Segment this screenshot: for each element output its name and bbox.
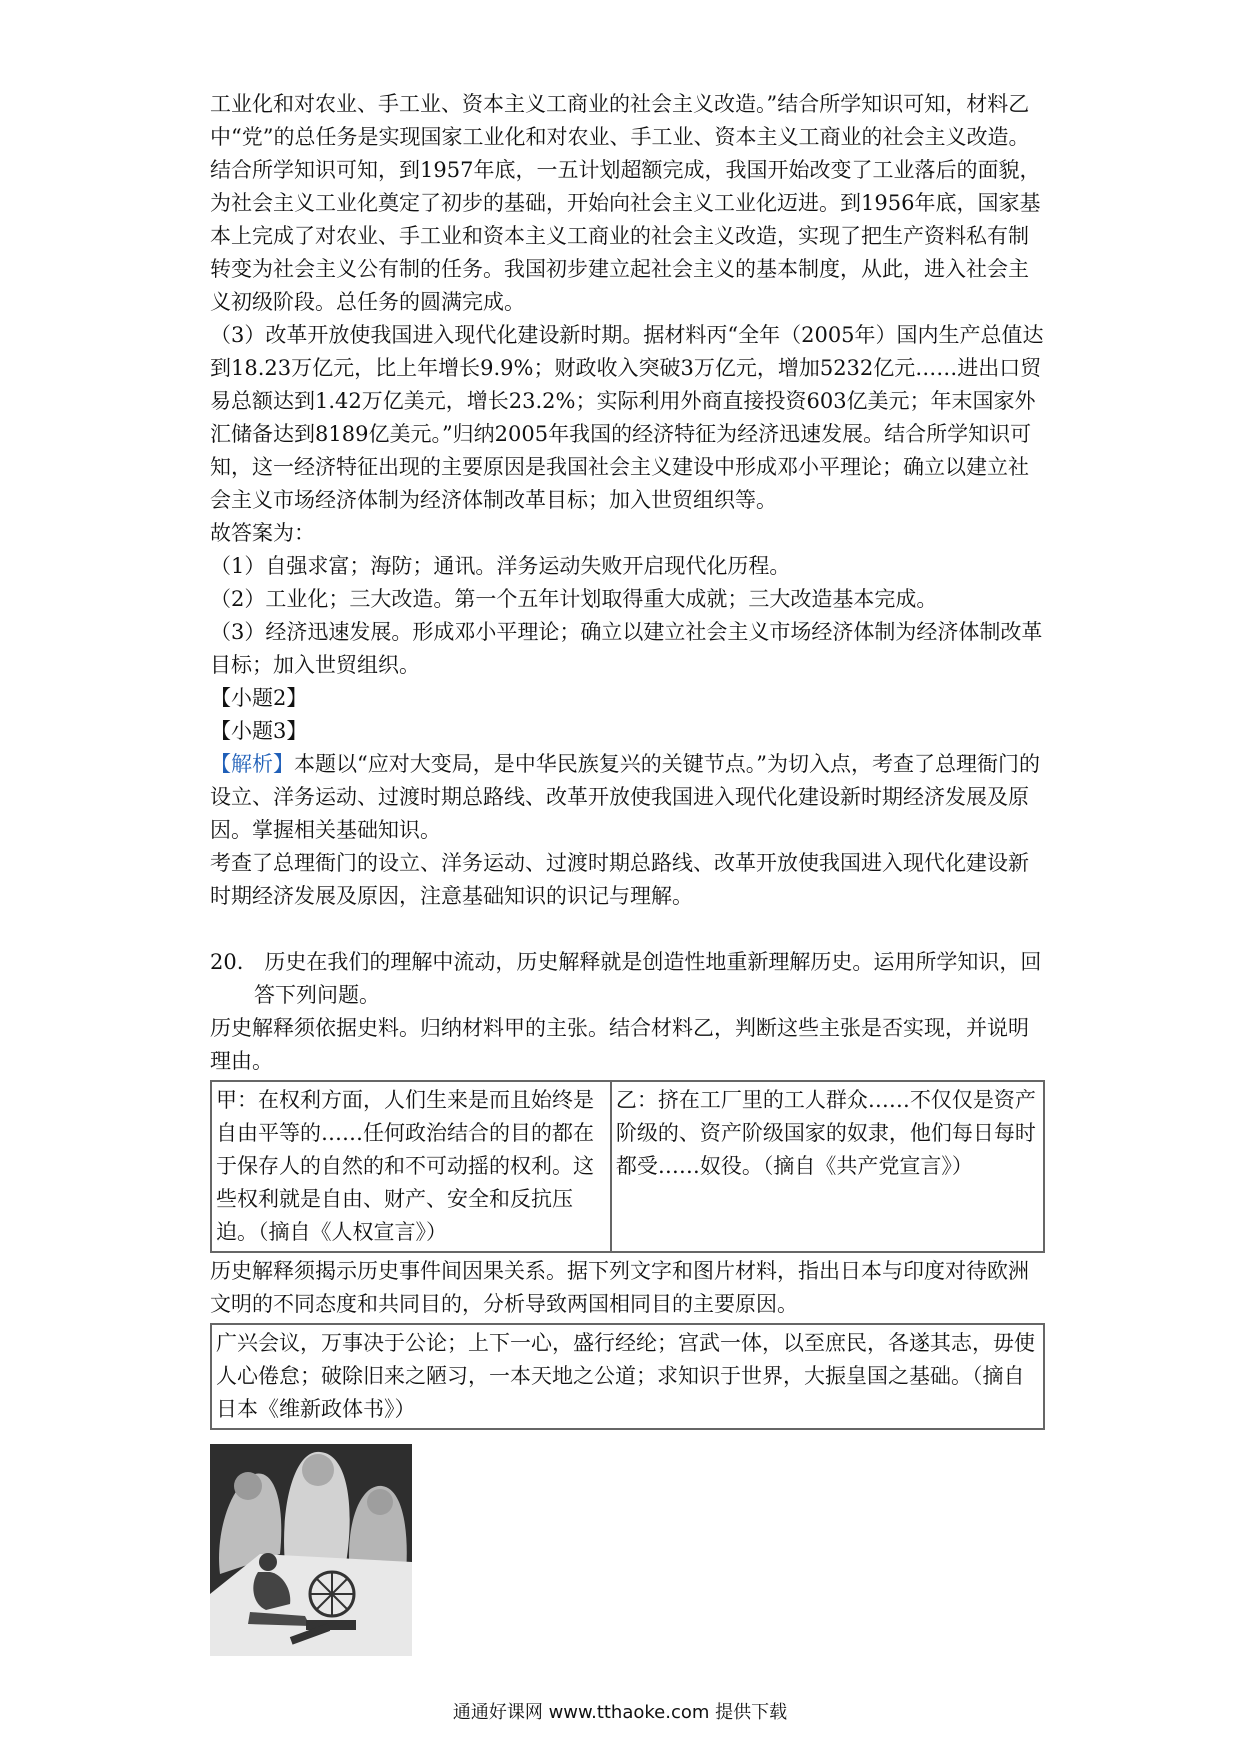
gandhi-spinning-wheel-image	[210, 1444, 412, 1656]
answer-item-1: （1）自强求富；海防；通讯。洋务运动失败开启现代化历程。	[210, 554, 791, 578]
analysis-paragraph	[210, 748, 1045, 847]
answer-item-2: （2）工业化；三大改造。第一个五年计划取得重大成就；三大改造基本完成。	[210, 587, 938, 611]
document-body	[210, 88, 1045, 1656]
question-20-stem: 20. 历史在我们的理解中流动，历史解释就是创造性地重新理解历史。运用所学知识，回答下列问题。	[210, 950, 1042, 1007]
material-yi: 乙：挤在工厂里的工人群众……不仅仅是资产阶级的、资产阶级国家的奴隶，他们每日每时都受……奴役。（摘自《共产党宣言》）	[611, 1081, 1044, 1252]
answer-item-3: （3）经济迅速发展。形成邓小平理论；确立以建立社会主义市场经济体制为经济体制改革目标；加入世贸组织。	[210, 620, 1043, 677]
analysis-text: 本题以“应对大变局，是中华民族复兴的关键节点。”为切入点，考查了总理衙门的设立、洋务运动、过渡时期总路线、改革开放使我国进入现代化建设新时期经济发展及原因。掌握相关基础知识。	[210, 752, 1040, 842]
question-20-part-1: 历史解释须依据史料。归纳材料甲的主张。结合材料乙，判断这些主张是否实现，并说明理由。	[210, 1016, 1029, 1073]
material-japan-box: 广兴会议，万事决于公论；上下一心，盛行经纶；宫武一体，以至庶民，各遂其志，毋使人心倦怠；破除旧来之陋习，一本天地之公道；求知识于世界，大振皇国之基础。（摘自日本《维新政体书》）	[210, 1323, 1045, 1430]
question-20-part-2: 历史解释须揭示历史事件间因果关系。据下列文字和图片材料，指出日本与印度对待欧洲文明的不同态度和共同目的，分析导致两国相同目的主要原因。	[210, 1259, 1029, 1316]
answer-paragraph-2: （3）改革开放使我国进入现代化建设新时期。据材料丙“全年（2005年）国内生产总值达到18.23万亿元，比上年增长9.9%；财政收入突破3万亿元，增加5232亿元……进出口贸易总额达到1.42万亿美元，增长23.2%；实际利用外商直接投资603亿美元；年末国家外汇储备达到8189亿美元。”归纳2005年我国的经济特征为经济迅速发展。结合所学知识可知，这一经济特征出现的主要原因是我国社会主义建设中形成邓小平理论；确立以建立社会主义市场经济体制为经济体制改革目标；加入世贸组织等。	[210, 323, 1044, 512]
section-gap	[210, 913, 1045, 946]
illustration-svg	[210, 1444, 412, 1656]
answer-heading: 故答案为：	[210, 521, 315, 545]
answer-paragraph-1: 工业化和对农业、手工业、资本主义工商业的社会主义改造。”结合所学知识可知，材料乙中“党”的总任务是实现国家工业化和对农业、手工业、资本主义工商业的社会主义改造。结合所学知识可知，到1957年底，一五计划超额完成，我国开始改变了工业落后的面貌，为社会主义工业化奠定了初步的基础，开始向社会主义工业化迈进。到1956年底，国家基本上完成了对农业、手工业和资本主义工商业的社会主义改造，实现了把生产资料私有制转变为社会主义公有制的任务。我国初步建立起社会主义的基本制度，从此，进入社会主义初级阶段。总任务的圆满完成。	[210, 92, 1041, 314]
materials-table	[210, 1080, 1045, 1253]
material-jia: 甲：在权利方面，人们生来是而且始终是自由平等的……任何政治结合的目的都在于保存人的自然的和不可动摇的权利。这些权利就是自由、财产、安全和反抗压迫。（摘自《人权宣言》）	[211, 1081, 611, 1252]
subquestion-2-label: 【小题2】	[210, 686, 308, 710]
analysis-paragraph-2: 考查了总理衙门的设立、洋务运动、过渡时期总路线、改革开放使我国进入现代化建设新时期经济发展及原因，注意基础知识的识记与理解。	[210, 851, 1029, 908]
analysis-label: 【解析】	[210, 752, 294, 776]
subquestion-3-label: 【小题3】	[210, 719, 308, 743]
footer-credit: 通通好课网 www.tthaoke.com 提供下载	[452, 1702, 788, 1723]
